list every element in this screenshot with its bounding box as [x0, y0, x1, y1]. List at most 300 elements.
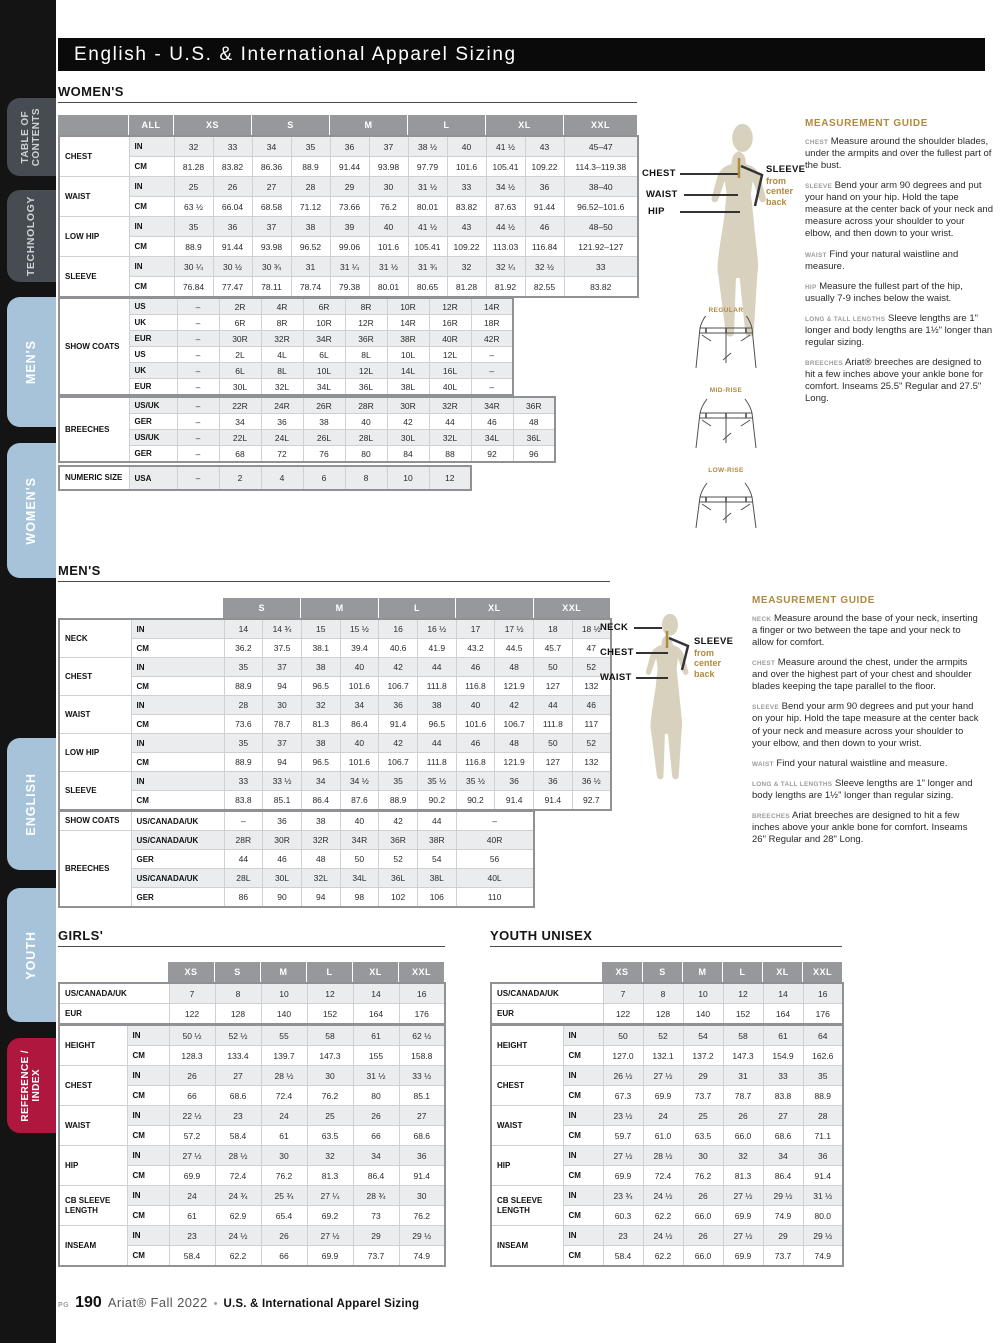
girls-size-header — [168, 962, 444, 982]
row-label: CHEST — [59, 1066, 127, 1106]
value-cell: 36 — [803, 1146, 843, 1166]
size-table — [490, 1024, 844, 1267]
size-header-xxl: XXL — [533, 598, 610, 618]
value-cell: 44 — [417, 734, 456, 753]
value-cell: 132.1 — [643, 1046, 683, 1066]
rise-label: LOW-RISE — [708, 467, 744, 474]
value-cell: 91.4 — [803, 1166, 843, 1186]
value-cell: 69.9 — [603, 1166, 643, 1186]
figure-neck-label: NECK — [600, 622, 629, 633]
value-cell: – — [177, 298, 219, 315]
value-cell: 68.6 — [215, 1086, 261, 1106]
value-cell: 80.65 — [408, 277, 447, 298]
value-cell: 77.47 — [213, 277, 252, 298]
value-cell: 81.3 — [307, 1166, 353, 1186]
sidebar-tab-label: ENGLISH — [23, 772, 38, 836]
value-cell: 34 — [353, 1146, 399, 1166]
value-cell: 52 — [379, 850, 418, 869]
value-cell: 27 ½ — [643, 1066, 683, 1086]
value-cell: 27 — [763, 1106, 803, 1126]
row-label: HIP — [59, 1146, 127, 1186]
value-cell: 88.9 — [224, 677, 263, 696]
value-cell: 31 ½ — [408, 177, 447, 197]
value-cell: 36.2 — [224, 639, 263, 658]
value-cell: – — [177, 446, 219, 463]
value-cell-wide: 56 — [456, 850, 533, 869]
value-cell: 12L — [345, 363, 387, 379]
value-cell: 36R — [513, 397, 555, 414]
value-cell: 46 — [471, 414, 513, 430]
unit-label: IN — [563, 1066, 603, 1086]
value-cell: 69.9 — [169, 1166, 215, 1186]
sidebar-tab-label: MEN'S — [23, 339, 38, 385]
value-cell: 38R — [417, 831, 456, 850]
value-cell: 14 — [763, 983, 803, 1004]
value-cell: 82.55 — [525, 277, 564, 298]
value-cell: 47 — [572, 639, 611, 658]
value-cell: 27 ½ — [169, 1146, 215, 1166]
value-cell: 34L — [471, 430, 513, 446]
unit-label: CM — [129, 277, 174, 298]
value-cell: 34L — [303, 379, 345, 396]
value-cell: 17 ½ — [495, 619, 534, 639]
value-cell: 155 — [353, 1046, 399, 1066]
value-cell: 34R — [303, 331, 345, 347]
size-header-m: M — [329, 115, 407, 135]
value-cell: 28L — [345, 430, 387, 446]
value-cell: 58.4 — [215, 1126, 261, 1146]
value-cell: 41 ½ — [486, 136, 525, 157]
unit-label: CM — [563, 1206, 603, 1226]
value-cell: 88.9 — [803, 1086, 843, 1106]
value-cell: 38 — [301, 734, 340, 753]
row-label: LOW HIP — [59, 734, 131, 772]
unit-label: IN — [127, 1025, 169, 1046]
value-cell: 32R — [301, 831, 340, 850]
value-cell: 36R — [379, 831, 418, 850]
value-cell: 93.98 — [369, 157, 408, 177]
size-header-xxl: XXL — [802, 962, 842, 982]
value-cell: 86.4 — [353, 1166, 399, 1186]
value-cell: 96.52 — [291, 237, 330, 257]
guide-entry: HIP Measure the fullest part of the hip, usually 7-9 inches below the waist. — [805, 280, 963, 304]
value-cell: 128.3 — [169, 1046, 215, 1066]
value-cell: 78.7 — [723, 1086, 763, 1106]
value-cell: 109.22 — [447, 237, 486, 257]
value-cell: 33 — [213, 136, 252, 157]
unit-label: IN — [129, 217, 174, 237]
value-cell: 69.9 — [723, 1206, 763, 1226]
value-cell: 33 — [224, 772, 263, 791]
value-cell: 12 — [307, 983, 353, 1004]
value-cell: 61 — [353, 1025, 399, 1046]
value-cell: 76.2 — [261, 1166, 307, 1186]
value-cell-wide: 40L — [456, 869, 533, 888]
value-cell: 14R — [387, 315, 429, 331]
value-cell: 30R — [263, 831, 302, 850]
value-cell: 37 — [252, 217, 291, 237]
page-title: English - U.S. & International Apparel Sizing — [58, 38, 985, 71]
value-cell: 78.74 — [291, 277, 330, 298]
value-cell: 10L — [303, 363, 345, 379]
row-label: SHOW COATS — [59, 298, 129, 395]
page-footer — [58, 1294, 419, 1312]
region-label: US/CANADA/UK — [131, 869, 224, 888]
value-cell: 39 — [330, 217, 369, 237]
value-cell: 38R — [387, 331, 429, 347]
value-cell: 28 ½ — [261, 1066, 307, 1086]
value-cell: – — [177, 331, 219, 347]
row-label: HEIGHT — [491, 1025, 563, 1066]
region-label: UK — [129, 315, 177, 331]
value-cell: 121.9 — [495, 677, 534, 696]
value-cell: 34 ½ — [486, 177, 525, 197]
value-cell: 34 — [301, 772, 340, 791]
value-cell: 8L — [261, 363, 303, 379]
value-cell: 59.7 — [603, 1126, 643, 1146]
value-cell: 10 — [261, 983, 307, 1004]
value-cell: 29 ½ — [763, 1186, 803, 1206]
value-cell: 31 ½ — [803, 1186, 843, 1206]
value-cell: 116.84 — [525, 237, 564, 257]
unit-label: CM — [129, 237, 174, 257]
sidebar-tab-english — [7, 738, 56, 870]
womens-section-heading: WOMEN'S — [58, 84, 637, 103]
value-cell: 132 — [572, 753, 611, 772]
value-cell: 81.92 — [486, 277, 525, 298]
value-cell: 32 — [301, 696, 340, 715]
value-cell: 48 — [513, 414, 555, 430]
value-cell: 28 — [803, 1106, 843, 1126]
value-cell: 32R — [429, 397, 471, 414]
guide-term: CHEST — [805, 139, 829, 146]
value-cell-wide: – — [456, 811, 533, 831]
size-header-s: S — [251, 115, 329, 135]
value-cell: 24 — [643, 1106, 683, 1126]
value-cell: 73.7 — [353, 1246, 399, 1267]
unit-label: IN — [131, 696, 224, 715]
value-cell: 61 — [169, 1206, 215, 1226]
size-header-xxl: XXL — [563, 115, 637, 135]
value-cell: 30 — [261, 1146, 307, 1166]
value-cell: 91.44 — [525, 197, 564, 217]
value-cell: 48–50 — [564, 217, 638, 237]
value-cell: – — [177, 466, 219, 490]
figure-waist-label: WAIST — [600, 672, 632, 683]
value-cell: – — [177, 414, 219, 430]
unit-label: IN — [563, 1186, 603, 1206]
unit-label: IN — [129, 136, 174, 157]
figure-waist-label: WAIST — [646, 189, 678, 200]
value-cell: 44 — [224, 850, 263, 869]
value-cell: 7 — [603, 983, 643, 1004]
value-cell: 6 — [303, 466, 345, 490]
value-cell: 86.4 — [301, 791, 340, 811]
row-label: WAIST — [59, 696, 131, 734]
page-number: 190 — [75, 1294, 102, 1311]
value-cell: 111.8 — [417, 677, 456, 696]
value-cell: 29 ½ — [803, 1226, 843, 1246]
value-cell: 33 — [447, 177, 486, 197]
value-cell: 38–40 — [564, 177, 638, 197]
value-cell: 32R — [261, 331, 303, 347]
row-label: US/CANADA/UK — [59, 983, 169, 1004]
unit-label: CM — [127, 1206, 169, 1226]
value-cell: 73.66 — [330, 197, 369, 217]
value-cell: 94 — [263, 677, 302, 696]
value-cell: 30 ½ — [213, 257, 252, 277]
value-cell: 69.2 — [307, 1206, 353, 1226]
value-cell: 40 — [447, 136, 486, 157]
unit-label: CM — [131, 791, 224, 811]
value-cell: 26 — [723, 1106, 763, 1126]
value-cell: 86 — [224, 888, 263, 908]
value-cell: 36 — [213, 217, 252, 237]
value-cell: 36 — [330, 136, 369, 157]
guide-term: WAIST — [752, 760, 774, 768]
value-cell: 63 ½ — [174, 197, 213, 217]
size-header-l: L — [407, 115, 485, 135]
row-label: HIP — [491, 1146, 563, 1186]
figure-sleeve-note: from center back — [766, 176, 794, 207]
value-cell: 58.4 — [169, 1246, 215, 1267]
value-cell: 24 ½ — [215, 1226, 261, 1246]
value-cell: 43 — [525, 136, 564, 157]
region-label: US — [129, 298, 177, 315]
value-cell: 73.7 — [683, 1086, 723, 1106]
guide-term: NECK — [752, 616, 772, 623]
sidebar-tab-reference — [7, 1038, 56, 1133]
unit-label: IN — [131, 734, 224, 753]
value-cell: 14 — [224, 619, 263, 639]
value-cell: 83.82 — [213, 157, 252, 177]
value-cell: 36L — [513, 430, 555, 446]
value-cell: 32L — [429, 430, 471, 446]
value-cell: 26 — [169, 1066, 215, 1086]
value-cell: 38 ½ — [408, 136, 447, 157]
value-cell: 36 — [399, 1146, 445, 1166]
value-cell: 12 — [723, 983, 763, 1004]
value-cell: 41 ½ — [408, 217, 447, 237]
value-cell: 44 — [534, 696, 573, 715]
size-header-xs: XS — [168, 962, 214, 982]
value-cell: 28 ¾ — [353, 1186, 399, 1206]
person-silhouette-icon — [690, 122, 795, 337]
value-cell: 15 ½ — [340, 619, 379, 639]
value-cell: 101.6 — [340, 753, 379, 772]
value-cell: 63.5 — [683, 1126, 723, 1146]
row-label: EUR — [59, 1004, 169, 1025]
value-cell: 72.4 — [215, 1166, 261, 1186]
value-cell: 27 — [399, 1106, 445, 1126]
value-cell: 28 ½ — [215, 1146, 261, 1166]
guide-entries — [752, 613, 984, 846]
sidebar-tab-label: INDEX — [31, 1069, 42, 1102]
row-label: BREECHES — [59, 831, 131, 908]
value-cell: 35 — [174, 217, 213, 237]
value-cell: 8 — [345, 466, 387, 490]
value-cell: 80 — [353, 1086, 399, 1106]
value-cell: 16L — [429, 363, 471, 379]
guide-title: MEASUREMENT GUIDE — [752, 595, 875, 606]
value-cell: 81.28 — [174, 157, 213, 177]
value-cell: 76.84 — [174, 277, 213, 298]
row-label: HEIGHT — [59, 1025, 127, 1066]
size-table — [58, 810, 535, 908]
value-cell: 88.9 — [379, 791, 418, 811]
row-label: INSEAM — [491, 1226, 563, 1267]
rise-sketch — [692, 396, 760, 453]
girls-sizes-table — [58, 982, 446, 1025]
value-cell: 34R — [340, 831, 379, 850]
unit-label: IN — [127, 1066, 169, 1086]
size-table — [58, 982, 446, 1025]
value-cell: 140 — [261, 1004, 307, 1025]
value-cell: 122 — [169, 1004, 215, 1025]
value-cell: 40.6 — [379, 639, 418, 658]
value-cell: 44 — [417, 811, 456, 831]
value-cell: 52 — [572, 658, 611, 677]
value-cell: 36 — [534, 772, 573, 791]
value-cell: 69.9 — [643, 1086, 683, 1106]
value-cell: 96.5 — [417, 715, 456, 734]
value-cell: 46 — [525, 217, 564, 237]
value-cell: 91.44 — [330, 157, 369, 177]
value-cell: 96 — [513, 446, 555, 463]
value-cell: 106.7 — [379, 753, 418, 772]
value-cell: 15 — [301, 619, 340, 639]
value-cell: 116.8 — [456, 753, 495, 772]
row-label: EUR — [491, 1004, 603, 1025]
row-label: NUMERIC SIZE — [59, 466, 129, 490]
value-cell: 41.9 — [417, 639, 456, 658]
unit-label: CM — [127, 1246, 169, 1267]
value-cell: 27 ¼ — [307, 1186, 353, 1206]
value-cell: 32L — [261, 379, 303, 396]
value-cell: 62 ½ — [399, 1025, 445, 1046]
value-cell: 52 — [643, 1025, 683, 1046]
value-cell: 34 — [252, 136, 291, 157]
value-cell: 74.9 — [803, 1246, 843, 1267]
value-cell: 40L — [429, 379, 471, 396]
size-header-xl: XL — [352, 962, 398, 982]
value-cell: 30R — [387, 397, 429, 414]
mens-measurement-guide — [752, 595, 984, 854]
value-cell: 48 — [495, 658, 534, 677]
value-cell: 25 ¾ — [261, 1186, 307, 1206]
value-cell: 60.3 — [603, 1206, 643, 1226]
value-cell: 62.2 — [643, 1246, 683, 1267]
womens-numeric-size-table — [58, 465, 472, 491]
value-cell: 8 — [215, 983, 261, 1004]
value-cell: 16 — [399, 983, 445, 1004]
value-cell: 139.7 — [261, 1046, 307, 1066]
value-cell: 6L — [219, 363, 261, 379]
size-table — [58, 135, 639, 298]
value-cell: 39.4 — [340, 639, 379, 658]
value-cell: – — [224, 811, 263, 831]
size-header-l: L — [722, 962, 762, 982]
value-cell: 128 — [215, 1004, 261, 1025]
value-cell: 25 — [683, 1106, 723, 1126]
guide-term: HIP — [805, 283, 817, 291]
guide-entry: CHEST Measure around the chest, under the armpits and over the highest part of your chest and shoulder blades keeping the tape parallel to the floor. — [752, 657, 972, 693]
womens-breeches-table — [58, 396, 556, 463]
value-cell: 29 — [330, 177, 369, 197]
value-cell: 30 ¼ — [174, 257, 213, 277]
value-cell: 40 — [456, 696, 495, 715]
value-cell: 12 — [429, 466, 471, 490]
value-cell: 27 ½ — [723, 1186, 763, 1206]
person-silhouette-icon — [630, 600, 710, 792]
guide-term: BREECHES — [805, 359, 843, 367]
value-cell: 37 — [369, 136, 408, 157]
value-cell: – — [471, 347, 513, 363]
region-label: US/UK — [129, 397, 177, 414]
value-cell: 31 — [723, 1066, 763, 1086]
row-label: SHOW COATS — [59, 811, 131, 831]
value-cell: 30 — [369, 177, 408, 197]
value-cell: 27 ½ — [723, 1226, 763, 1246]
value-cell: 18 — [534, 619, 573, 639]
value-cell: 44 — [429, 414, 471, 430]
value-cell: 72 — [261, 446, 303, 463]
value-cell: 38L — [417, 869, 456, 888]
value-cell: 6R — [303, 298, 345, 315]
value-cell: 30R — [219, 331, 261, 347]
value-cell: 80 — [345, 446, 387, 463]
value-cell: 17 — [456, 619, 495, 639]
value-cell: 71.12 — [291, 197, 330, 217]
value-cell: 85.1 — [263, 791, 302, 811]
value-cell: 35 ½ — [417, 772, 456, 791]
value-cell: 127.0 — [603, 1046, 643, 1066]
value-cell: 91.4 — [379, 715, 418, 734]
unit-label: IN — [131, 658, 224, 677]
value-cell: 58 — [723, 1025, 763, 1046]
value-cell: 87.63 — [486, 197, 525, 217]
unit-label: CM — [563, 1126, 603, 1146]
value-cell: 8R — [345, 298, 387, 315]
value-cell: 68 — [219, 446, 261, 463]
value-cell: 22 ½ — [169, 1106, 215, 1126]
guide-term: WAIST — [805, 251, 827, 259]
value-cell: 91.4 — [399, 1166, 445, 1186]
value-cell: 162.6 — [803, 1046, 843, 1066]
value-cell: 23 ½ — [603, 1106, 643, 1126]
guide-entry: SLEEVE Bend your arm 90 degrees and put your hand on your hip. Hold the tape measure at the center back of your neck and measure across your shoulder to your elbow, and then down to your wrist. — [752, 701, 979, 749]
region-label: GER — [129, 414, 177, 430]
value-cell: – — [177, 347, 219, 363]
value-cell: 73.6 — [224, 715, 263, 734]
value-cell: 102 — [379, 888, 418, 908]
value-cell: 28R — [224, 831, 263, 850]
mens-measurement-figure — [600, 598, 750, 828]
man-silhouette-figure — [630, 600, 710, 797]
value-cell: 106.7 — [495, 715, 534, 734]
value-cell: 80.01 — [408, 197, 447, 217]
value-cell: 30 — [263, 696, 302, 715]
value-cell: 8L — [345, 347, 387, 363]
value-cell: 45.7 — [534, 639, 573, 658]
value-cell: 87.6 — [340, 791, 379, 811]
womens-showcoats-table — [58, 297, 514, 396]
value-cell: 93.98 — [252, 237, 291, 257]
value-cell: 16R — [429, 315, 471, 331]
value-cell: 55 — [261, 1025, 307, 1046]
value-cell: 91.4 — [495, 791, 534, 811]
value-cell: 31 ¼ — [330, 257, 369, 277]
